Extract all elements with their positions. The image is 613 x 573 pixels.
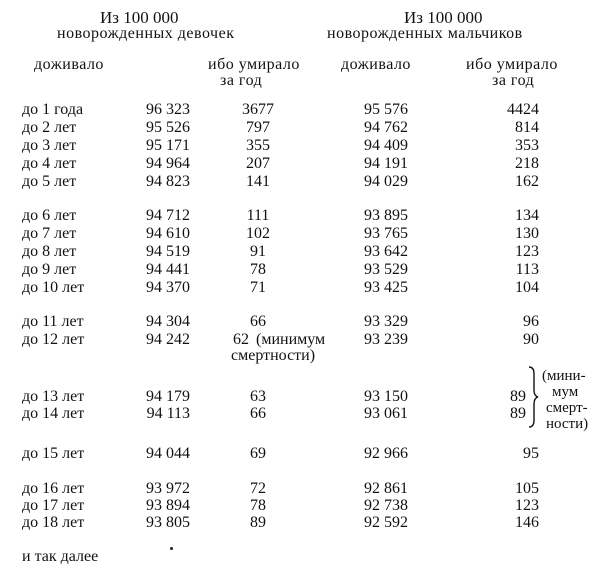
age-cell: до 10 лет <box>22 279 85 296</box>
girls-died-cell: 72 <box>250 480 266 497</box>
boys-survived-cell: 93 061 <box>364 405 408 422</box>
boys-survived-cell: 94 029 <box>364 173 408 190</box>
girls-group-title-bottom: новорожденных девочек <box>57 25 235 42</box>
boys-died-header-line1: ибо умирало <box>466 56 558 73</box>
boys-died-cell: 90 <box>523 331 539 348</box>
girls-survived-cell: 93 805 <box>146 514 190 531</box>
girls-minimum-note-line1: (минимум <box>256 331 326 348</box>
girls-died-header-line2: за год <box>220 72 263 89</box>
girls-died-cell: 3677 <box>242 101 274 118</box>
boys-died-cell: 89 <box>510 405 526 422</box>
girls-died-cell: 66 <box>250 313 266 330</box>
boys-survived-cell: 92 966 <box>364 445 408 462</box>
footer-text: и так далее <box>22 548 99 565</box>
girls-died-cell: 102 <box>246 225 270 242</box>
girls-survived-cell: 95 171 <box>146 137 190 154</box>
girls-died-cell: 89 <box>250 514 266 531</box>
girls-survived-cell: 93 972 <box>146 480 190 497</box>
girls-survived-cell: 94 304 <box>146 313 190 330</box>
boys-survived-cell: 93 765 <box>364 225 408 242</box>
girls-survived-cell: 94 610 <box>146 225 190 242</box>
boys-survived-header: доживало <box>341 56 411 73</box>
girls-group-title-top: Из 100 000 <box>100 8 179 27</box>
age-cell: до 13 лет <box>22 388 85 405</box>
boys-died-cell: 146 <box>515 514 539 531</box>
girls-survived-cell: 94 044 <box>146 445 190 462</box>
boys-minimum-note-line3: смерт- <box>546 400 588 416</box>
girls-died-cell: 78 <box>250 261 266 278</box>
boys-died-cell: 96 <box>523 313 539 330</box>
age-cell: до 11 лет <box>22 313 84 330</box>
boys-died-cell: 105 <box>515 480 539 497</box>
girls-died-cell: 355 <box>246 137 270 154</box>
boys-minimum-note-line2: мум <box>552 384 579 400</box>
boys-died-cell: 104 <box>515 279 539 296</box>
boys-died-cell: 123 <box>515 497 539 514</box>
girls-survived-cell: 93 894 <box>146 497 190 514</box>
boys-survived-cell: 92 861 <box>364 480 408 497</box>
girls-survived-header: доживало <box>34 56 104 73</box>
boys-died-cell: 353 <box>515 137 539 154</box>
age-cell: до 2 лет <box>22 119 77 136</box>
girls-died-cell: 207 <box>246 155 270 172</box>
girls-survived-cell: 94 964 <box>146 155 190 172</box>
age-cell: до 15 лет <box>22 445 85 462</box>
girls-survived-cell: 95 526 <box>146 119 190 136</box>
boys-survived-cell: 92 592 <box>364 514 408 531</box>
boys-died-cell: 814 <box>515 119 539 136</box>
age-cell: до 16 лет <box>22 480 85 497</box>
boys-died-header-line2: за год <box>492 72 535 89</box>
boys-survived-cell: 92 738 <box>364 497 408 514</box>
boys-survived-cell: 93 150 <box>364 388 408 405</box>
boys-died-cell: 162 <box>515 173 539 190</box>
age-cell: до 7 лет <box>22 225 77 242</box>
age-cell: до 17 лет <box>22 497 85 514</box>
age-cell: до 18 лет <box>22 514 85 531</box>
boys-died-cell: 113 <box>515 261 539 278</box>
age-cell: до 1 года <box>22 101 84 118</box>
girls-died-cell: 66 <box>250 405 266 422</box>
age-cell: до 5 лет <box>22 173 77 190</box>
age-cell: до 8 лет <box>22 243 77 260</box>
girls-died-cell: 91 <box>250 243 266 260</box>
boys-died-cell: 130 <box>515 225 539 242</box>
girls-died-cell: 78 <box>250 497 266 514</box>
girls-survived-cell: 94 242 <box>146 331 190 348</box>
boys-survived-cell: 93 529 <box>364 261 408 278</box>
age-cell: до 14 лет <box>22 405 85 422</box>
girls-died-cell: 111 <box>246 207 270 224</box>
girls-died-cell: 797 <box>246 119 270 136</box>
boys-died-cell: 134 <box>515 207 539 224</box>
boys-survived-cell: 94 762 <box>364 119 408 136</box>
age-cell: до 12 лет <box>22 331 85 348</box>
girls-survived-cell: 94 823 <box>146 173 190 190</box>
age-cell: до 4 лет <box>22 155 77 172</box>
boys-died-cell: 4424 <box>507 101 539 118</box>
boys-survived-cell: 93 642 <box>364 243 408 260</box>
boys-survived-cell: 94 191 <box>364 155 408 172</box>
age-cell: до 9 лет <box>22 261 77 278</box>
boys-group-title-top: Из 100 000 <box>404 8 483 27</box>
girls-survived-cell: 96 323 <box>146 101 190 118</box>
girls-died-header-line1: ибо умирало <box>208 56 300 73</box>
age-cell: до 6 лет <box>22 207 77 224</box>
girls-survived-cell: 94 441 <box>146 261 190 278</box>
curly-brace-icon <box>526 366 540 428</box>
boys-survived-cell: 93 239 <box>364 331 408 348</box>
boys-died-cell: 89 <box>510 388 526 405</box>
boys-survived-cell: 94 409 <box>364 137 408 154</box>
girls-died-cell: 69 <box>250 445 266 462</box>
girls-died-cell: 62 <box>233 331 249 348</box>
boys-died-cell: 218 <box>515 155 539 172</box>
boys-survived-cell: 93 329 <box>364 313 408 330</box>
boys-died-cell: 123 <box>515 243 539 260</box>
boys-group-title-bottom: новорожденных мальчиков <box>327 25 523 42</box>
girls-survived-cell: 94 113 <box>146 405 190 422</box>
boys-minimum-note-line1: (мини- <box>542 368 586 384</box>
girls-died-cell: 63 <box>250 388 266 405</box>
girls-minimum-note-line2: смертности) <box>231 347 316 364</box>
boys-survived-cell: 93 895 <box>364 207 408 224</box>
girls-survived-cell: 94 712 <box>146 207 190 224</box>
boys-died-cell: 95 <box>523 445 539 462</box>
boys-survived-cell: 93 425 <box>364 279 408 296</box>
girls-survived-cell: 94 370 <box>146 279 190 296</box>
girls-died-cell: 141 <box>246 173 270 190</box>
girls-died-cell: 71 <box>250 279 266 296</box>
stray-dot <box>170 547 173 550</box>
girls-survived-cell: 94 519 <box>146 243 190 260</box>
girls-survived-cell: 94 179 <box>146 388 190 405</box>
boys-survived-cell: 95 576 <box>364 101 408 118</box>
age-cell: до 3 лет <box>22 137 77 154</box>
boys-minimum-note-line4: ности) <box>546 416 589 432</box>
